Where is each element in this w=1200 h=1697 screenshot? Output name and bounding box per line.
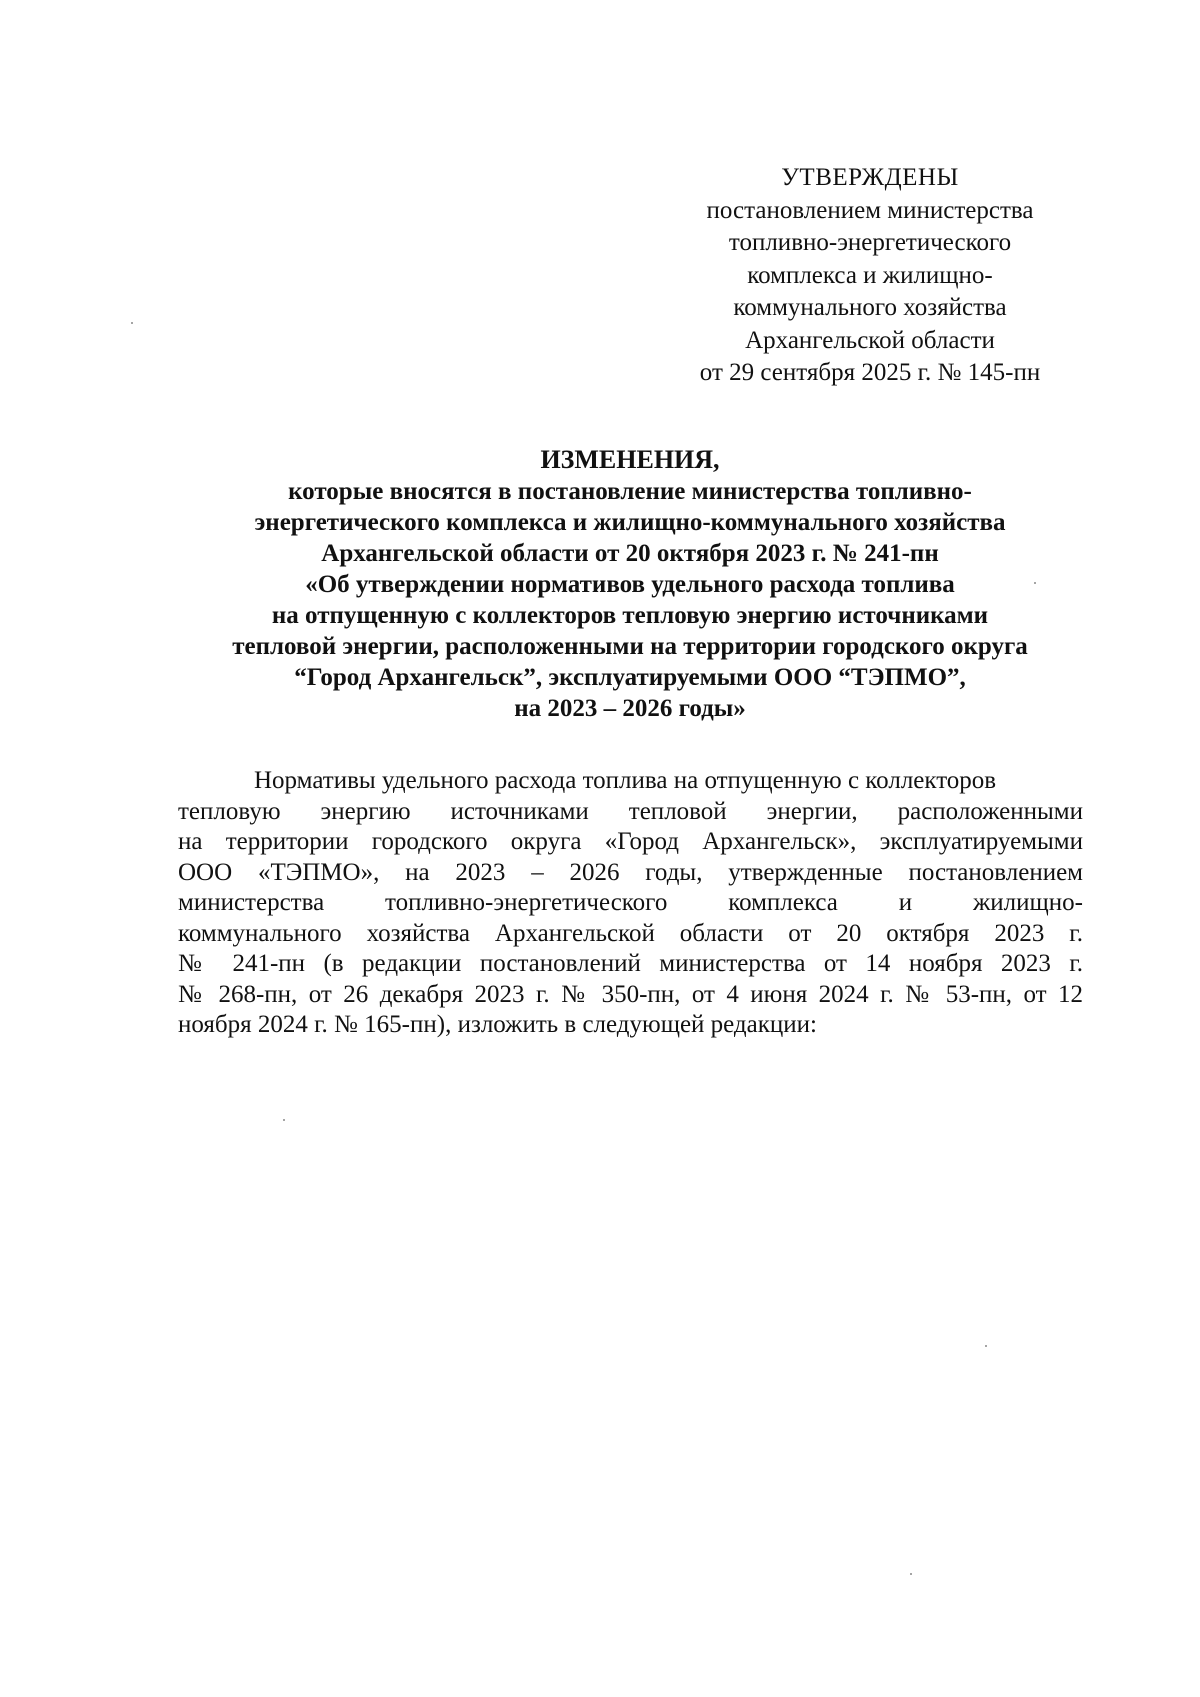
approval-line: Архангельской области xyxy=(745,326,995,354)
body-line: № 241-пн (в редакции постановлений министерства от 14 ноября 2023 г. xyxy=(178,950,1083,977)
scan-speck xyxy=(985,1345,987,1347)
heading-line: энергетического комплекса и жилищно-коммунального хозяйства xyxy=(254,509,1006,536)
body-line: коммунального хозяйства Архангельской области от 20 октября 2023 г. xyxy=(178,919,1083,947)
heading-line: тепловой энергии, расположенными на территории городского округа xyxy=(232,633,1028,660)
scan-speck xyxy=(1034,582,1036,584)
heading-line: «Об утверждении нормативов удельного расхода топлива xyxy=(305,571,955,598)
body-line: министерства топливно-энергетического комплекса и жилищно- xyxy=(178,889,1083,916)
approval-line: от 29 сентября 2025 г. № 145-пн xyxy=(699,359,1041,386)
approval-line: топливно-энергетического xyxy=(728,229,1012,256)
heading-title: ИЗМЕНЕНИЯ, xyxy=(540,445,720,474)
body-line: тепловую энергию источниками тепловой энергии, расположенными xyxy=(178,797,1083,825)
body-line: Нормативы удельного расхода топлива на отпущенную с коллекторов xyxy=(254,767,997,794)
heading-line: “Город Архангельск”, эксплуатируемыми ООО “ТЭПМО”, xyxy=(294,664,966,691)
scan-speck xyxy=(131,322,133,324)
approval-block xyxy=(660,162,1080,390)
body-paragraph xyxy=(178,766,1083,1041)
heading-line: которые вносятся в постановление министерства топливно- xyxy=(288,478,972,505)
scan-speck xyxy=(283,1119,285,1121)
heading-line: Архангельской области от 20 октября 2023 г. № 241-пн xyxy=(321,540,939,567)
approval-line: комплекса и жилищно- xyxy=(747,261,993,289)
heading-line: на отпущенную с коллекторов тепловую энергию источниками xyxy=(271,602,989,629)
approval-line: коммунального хозяйства xyxy=(733,294,1007,321)
body-line: ноября 2024 г. № 165-пн), изложить в следующей редакции: xyxy=(178,1011,817,1038)
scan-speck xyxy=(910,1573,912,1575)
document-heading xyxy=(170,444,1090,724)
approval-line: постановлением министерства xyxy=(706,196,1034,224)
body-line: № 268-пн, от 26 декабря 2023 г. № 350-пн, от 4 июня 2024 г. № 53-пн, от 12 xyxy=(178,980,1083,1008)
approval-title: УТВЕРЖДЕНЫ xyxy=(781,164,959,191)
body-line: на территории городского округа «Город Архангельск», эксплуатируемыми xyxy=(178,828,1083,855)
heading-line: на 2023 – 2026 годы» xyxy=(514,695,746,722)
body-line: ООО «ТЭПМО», на 2023 – 2026 годы, утвержденные постановлением xyxy=(178,858,1083,886)
